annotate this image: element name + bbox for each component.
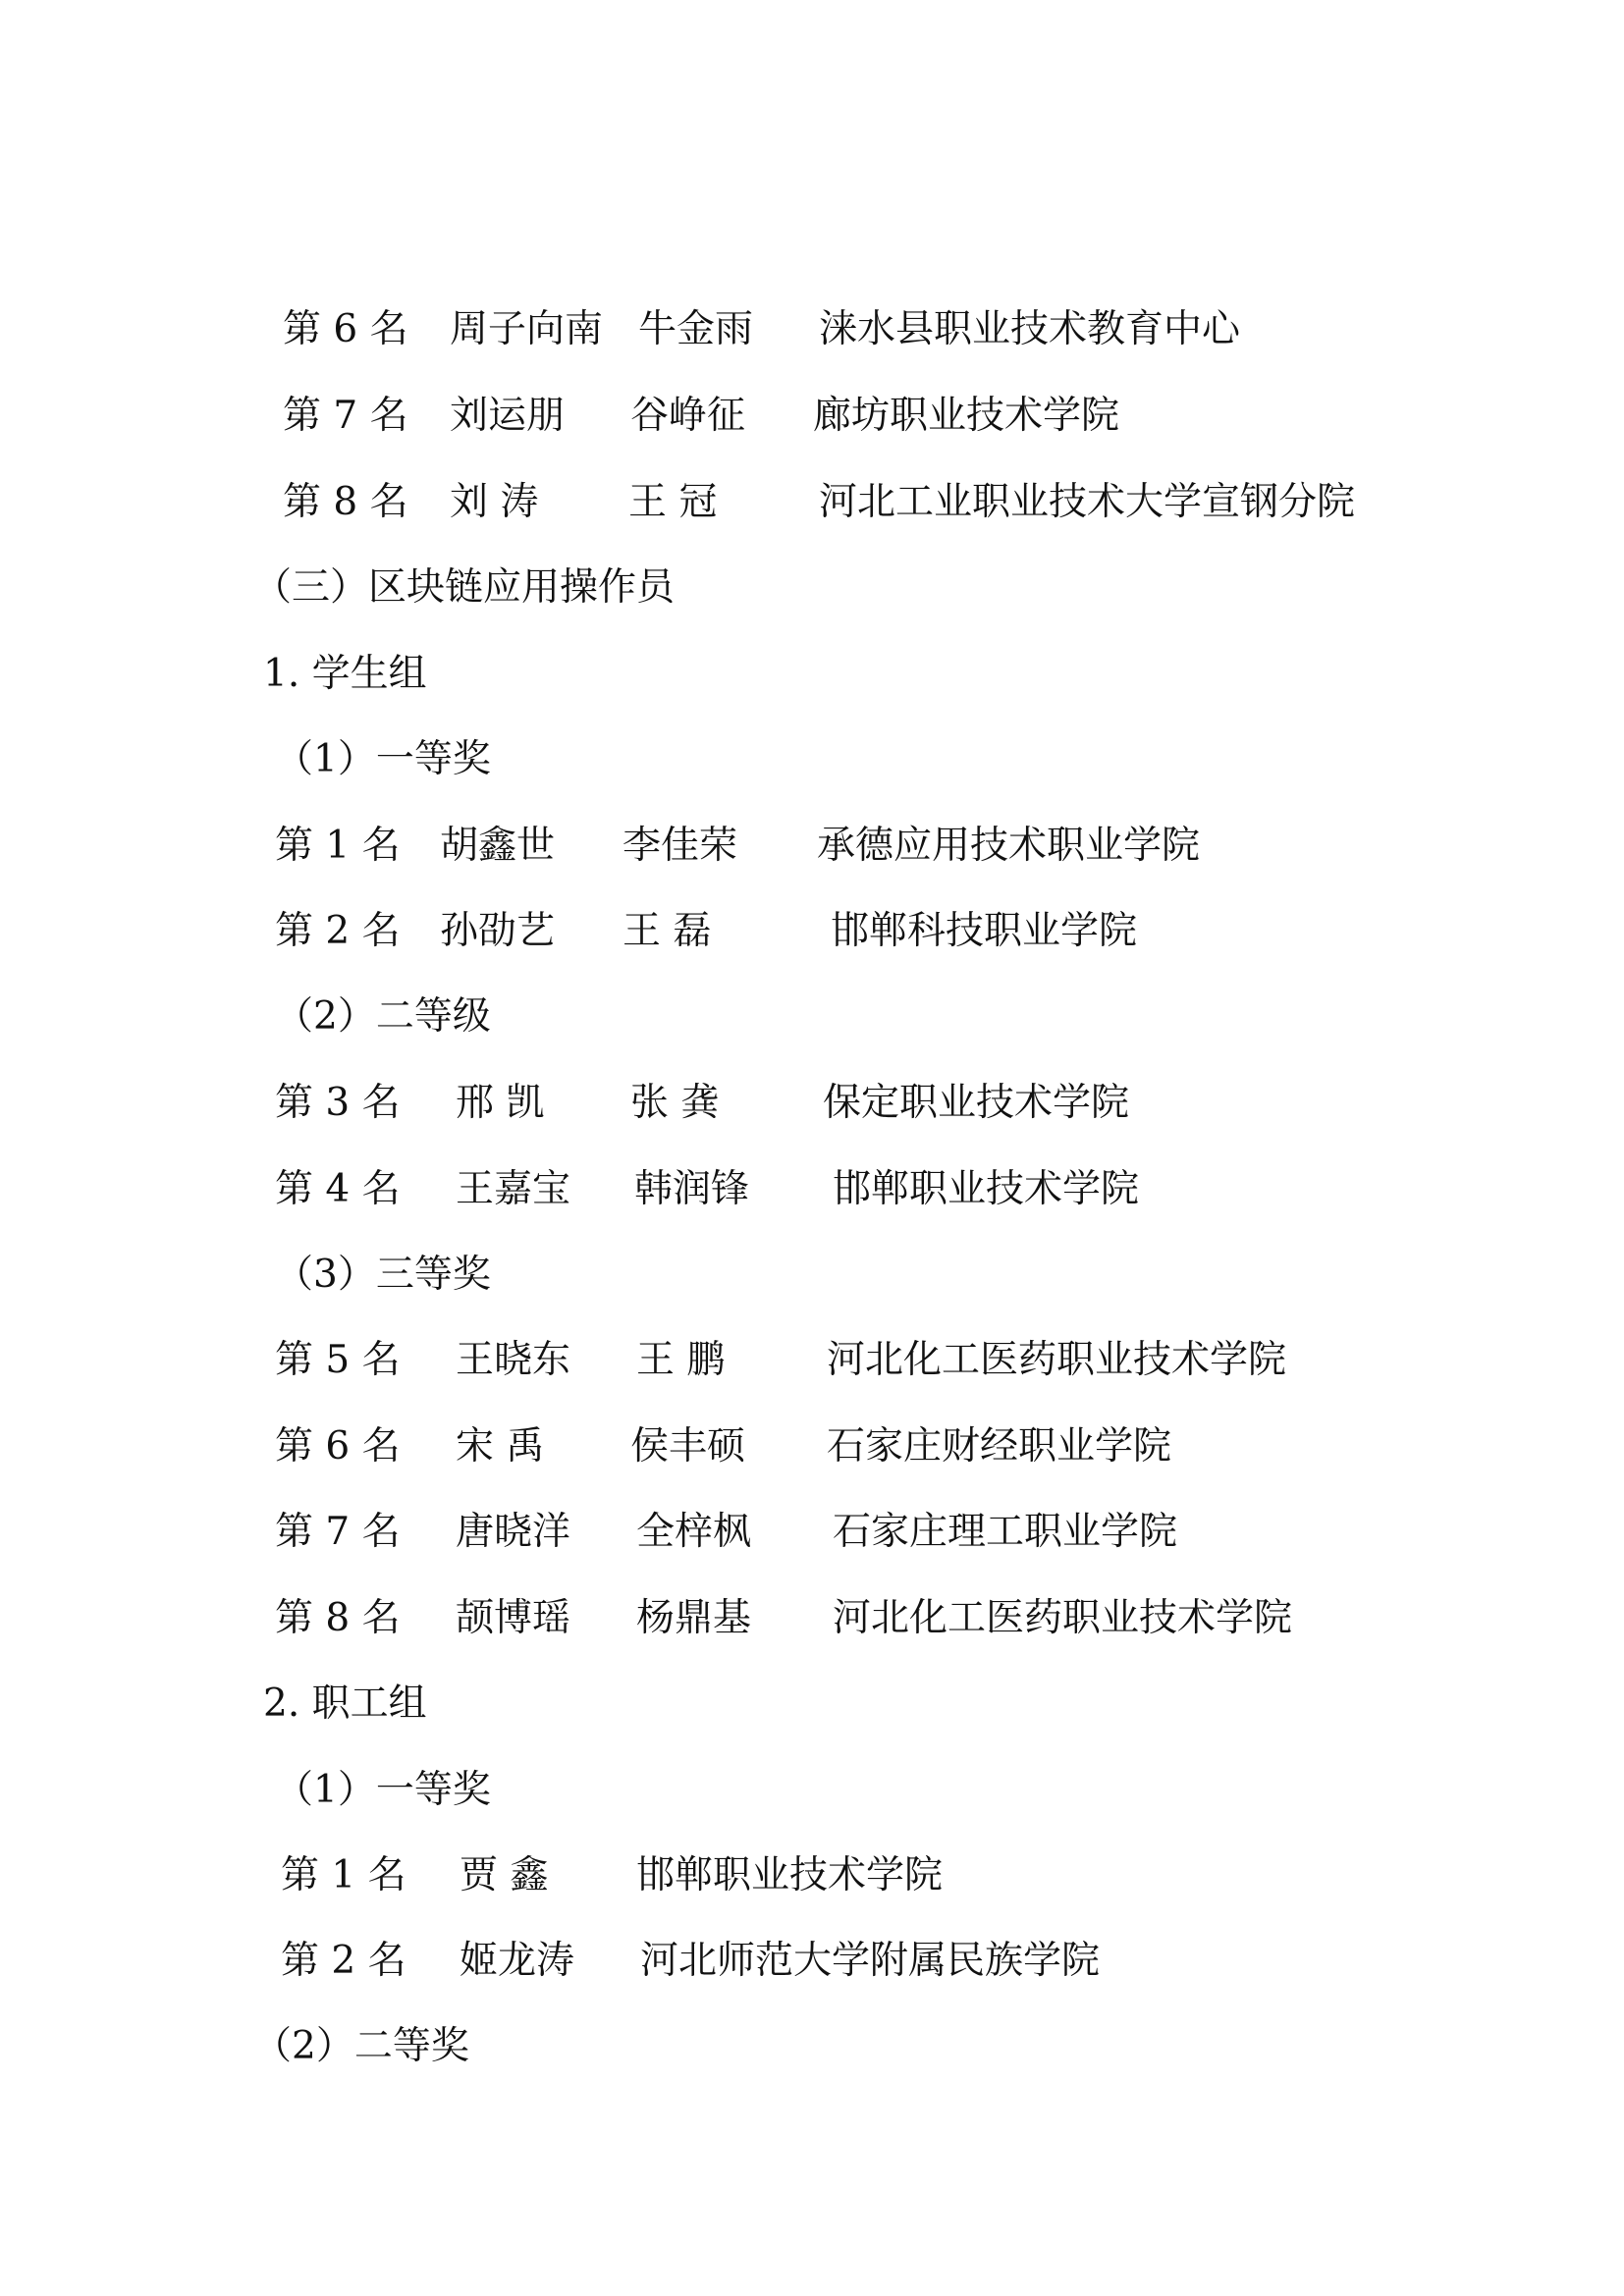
winner-name: 王嘉宝	[456, 1167, 571, 1211]
winner-name: 胡鑫世	[440, 824, 556, 868]
winner-name: 孙劭艺	[440, 909, 556, 953]
institution-name: 河北师范大学附属民族学院	[640, 1939, 1101, 1983]
institution-name: 廊坊职业技术学院	[813, 394, 1120, 438]
rank-label: 第 3 名	[275, 1081, 401, 1125]
staff-first-prize-title: （1）一等奖	[275, 1768, 491, 1812]
winner-name: 王晓东	[456, 1338, 571, 1382]
institution-name: 保定职业技术学院	[823, 1081, 1130, 1125]
staff-second-prize-title: （2）二等奖	[253, 2024, 469, 2068]
rank-label: 第 2 名	[281, 1939, 406, 1983]
student-third-row-5	[0, 1331, 1624, 1390]
institution-name: 邯郸职业技术学院	[833, 1167, 1140, 1211]
institution-name: 石家庄财经职业学院	[827, 1424, 1172, 1468]
student-third-row-7	[0, 1503, 1624, 1562]
student-first-row-2	[0, 902, 1624, 961]
winner-name: 王 磊	[623, 909, 712, 953]
rank-label: 第 4 名	[275, 1167, 401, 1211]
student-first-prize-title: （1）一等奖	[275, 737, 491, 781]
winner-name: 刘 涛	[450, 480, 539, 524]
student-second-row-3	[0, 1074, 1624, 1133]
winner-name: 颉博瑶	[456, 1596, 571, 1640]
winner-name: 谷峥征	[630, 394, 746, 438]
winner-name: 杨鼎基	[636, 1596, 752, 1640]
institution-name: 承德应用技术职业学院	[817, 824, 1201, 868]
winner-name: 韩润锋	[634, 1167, 750, 1211]
rank-label: 第 6 名	[283, 307, 408, 351]
staff-first-row-2	[0, 1932, 1624, 1991]
winner-name: 刘运朋	[450, 394, 566, 438]
winner-name: 宋 禹	[456, 1424, 545, 1468]
student-first-row-1	[0, 817, 1624, 876]
student-third-row-8	[0, 1589, 1624, 1648]
winner-name: 唐晓洋	[456, 1510, 571, 1554]
institution-name: 河北工业职业技术大学宣钢分院	[819, 480, 1356, 524]
rank-label: 第 6 名	[275, 1424, 401, 1468]
institution-name: 邯郸职业技术学院	[636, 1853, 944, 1897]
winner-name: 周子向南	[450, 307, 604, 351]
institution-name: 河北化工医药职业技术学院	[833, 1596, 1293, 1640]
staff-first-row-1	[0, 1846, 1624, 1905]
institution-name: 涞水县职业技术教育中心	[819, 307, 1241, 351]
winner-name: 王 冠	[628, 480, 718, 524]
rank-label: 第 8 名	[275, 1596, 401, 1640]
student-second-prize-title: （2）二等级	[275, 994, 491, 1039]
winner-name: 张 龚	[630, 1081, 720, 1125]
winner-name: 贾 鑫	[460, 1853, 549, 1897]
institution-name: 石家庄理工职业学院	[833, 1510, 1178, 1554]
winner-name: 李佳荣	[623, 824, 738, 868]
top-row-8	[0, 473, 1624, 532]
winner-name: 姬龙涛	[460, 1939, 575, 1983]
rank-label: 第 5 名	[275, 1338, 401, 1382]
winner-name: 邢 凯	[456, 1081, 545, 1125]
student-third-row-6	[0, 1417, 1624, 1476]
staff-group-title: 2. 职工组	[263, 1682, 427, 1726]
section-title: （三）区块链应用操作员	[253, 565, 676, 610]
rank-label: 第 7 名	[275, 1510, 401, 1554]
winner-name: 侯丰硕	[630, 1424, 746, 1468]
winner-name: 全梓枫	[636, 1510, 752, 1554]
student-group-title: 1. 学生组	[263, 652, 427, 696]
student-third-prize-title: （3）三等奖	[275, 1253, 491, 1297]
rank-label: 第 2 名	[275, 909, 401, 953]
rank-label: 第 8 名	[283, 480, 408, 524]
institution-name: 邯郸科技职业学院	[831, 909, 1138, 953]
winner-name: 牛金雨	[638, 307, 754, 351]
winner-name: 王 鹏	[636, 1338, 726, 1382]
top-row-7	[0, 387, 1624, 446]
institution-name: 河北化工医药职业技术学院	[827, 1338, 1287, 1382]
rank-label: 第 7 名	[283, 394, 408, 438]
rank-label: 第 1 名	[275, 824, 401, 868]
student-second-row-4	[0, 1160, 1624, 1219]
top-row-6	[0, 300, 1624, 359]
rank-label: 第 1 名	[281, 1853, 406, 1897]
